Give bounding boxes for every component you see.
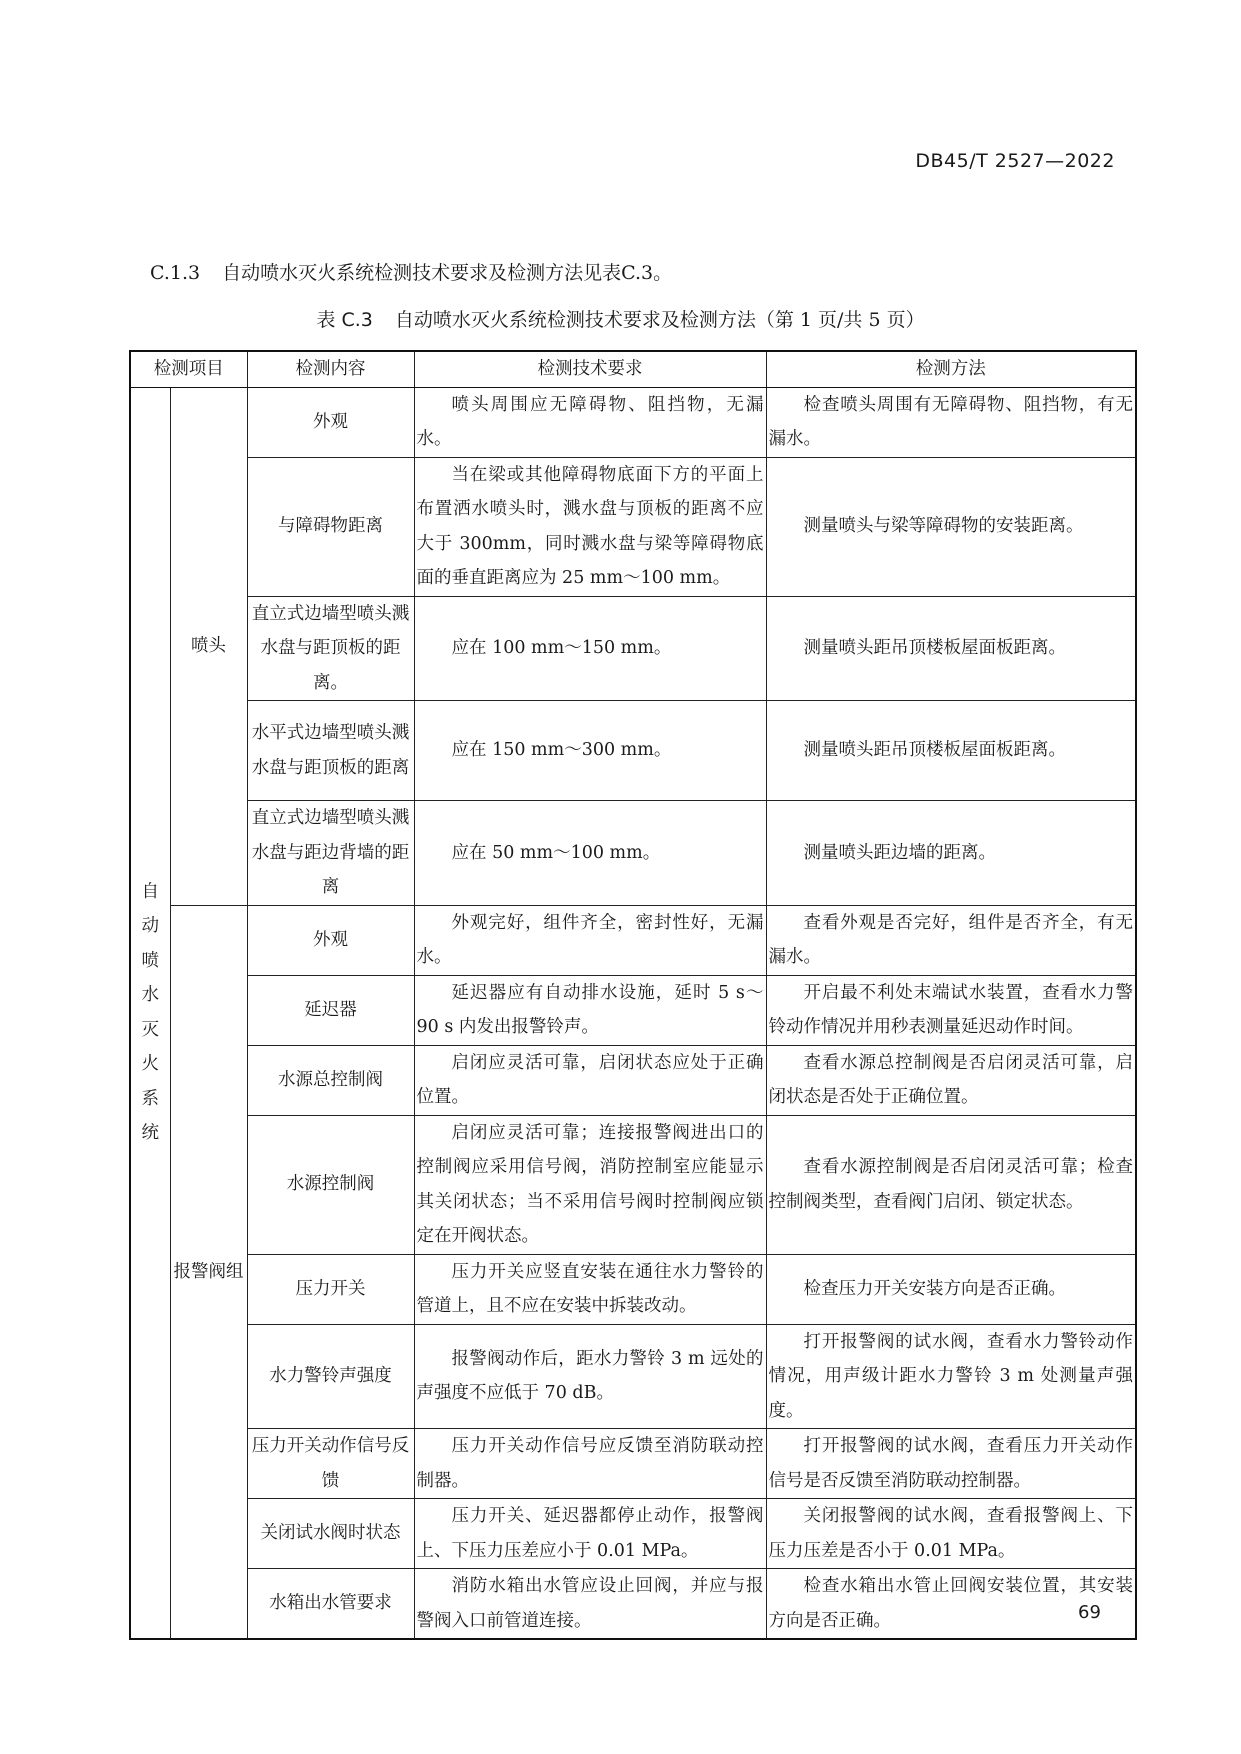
content-cell: 直立式边墙型喷头溅水盘与距边背墙的距离 (247, 801, 414, 906)
method-cell: 测量喷头与梁等障碍物的安装距离。 (766, 457, 1136, 596)
table-row (130, 387, 1136, 457)
table-row (130, 596, 1136, 701)
system-cell: 自动喷水灭火系统 (130, 387, 170, 1639)
table-row (130, 1254, 1136, 1324)
content-cell: 水源总控制阀 (247, 1045, 414, 1115)
method-cell: 打开报警阀的试水阀，查看压力开关动作信号是否反馈至消防联动控制器。 (766, 1429, 1136, 1499)
inspection-table (129, 350, 1137, 1640)
content-cell: 水力警铃声强度 (247, 1324, 414, 1429)
table-row (130, 1324, 1136, 1429)
content-cell: 外观 (247, 387, 414, 457)
requirement-cell: 喷头周围应无障碍物、阻挡物，无漏水。 (414, 387, 766, 457)
requirement-cell: 延迟器应有自动排水设施，延时 5 s～90 s 内发出报警铃声。 (414, 975, 766, 1045)
clause-number: C.1.3 (150, 262, 201, 284)
table-row (130, 1115, 1136, 1254)
page-number: 69 (1078, 1602, 1101, 1623)
method-cell: 检查压力开关安装方向是否正确。 (766, 1254, 1136, 1324)
content-cell: 关闭试水阀时状态 (247, 1499, 414, 1569)
content-cell: 与障碍物距离 (247, 457, 414, 596)
method-cell: 测量喷头距吊顶楼板屋面板距离。 (766, 701, 1136, 801)
requirement-cell: 消防水箱出水管应设止回阀，并应与报警阀入口前管道连接。 (414, 1569, 766, 1640)
content-cell: 压力开关动作信号反馈 (247, 1429, 414, 1499)
header-requirement: 检测技术要求 (414, 351, 766, 387)
standard-code: DB45/T 2527—2022 (915, 150, 1115, 172)
table-header-row (130, 351, 1136, 387)
content-cell: 延迟器 (247, 975, 414, 1045)
content-cell: 水箱出水管要求 (247, 1569, 414, 1640)
header-content: 检测内容 (247, 351, 414, 387)
table-row (130, 905, 1136, 975)
table-row (130, 1045, 1136, 1115)
requirement-cell: 报警阀动作后，距水力警铃 3 m 远处的声强度不应低于 70 dB。 (414, 1324, 766, 1429)
method-cell: 开启最不利处末端试水装置，查看水力警铃动作情况并用秒表测量延迟动作时间。 (766, 975, 1136, 1045)
content-cell: 外观 (247, 905, 414, 975)
method-cell: 查看水源总控制阀是否启闭灵活可靠，启闭状态是否处于正确位置。 (766, 1045, 1136, 1115)
table-label: 表 C.3 (316, 309, 373, 331)
clause-text: 自动喷水灭火系统检测技术要求及检测方法见表C.3。 (222, 262, 673, 284)
method-cell: 测量喷头距吊顶楼板屋面板距离。 (766, 596, 1136, 701)
table-row (130, 801, 1136, 906)
method-cell: 关闭报警阀的试水阀，查看报警阀上、下压力压差是否小于 0.01 MPa。 (766, 1499, 1136, 1569)
method-cell: 检查水箱出水管止回阀安装位置，其安装方向是否正确。 (766, 1569, 1136, 1640)
content-cell: 直立式边墙型喷头溅水盘与距顶板的距离。 (247, 596, 414, 701)
method-cell: 查看水源控制阀是否启闭灵活可靠；检查控制阀类型，查看阀门启闭、锁定状态。 (766, 1115, 1136, 1254)
method-cell: 检查喷头周围有无障碍物、阻挡物，有无漏水。 (766, 387, 1136, 457)
table-row (130, 1499, 1136, 1569)
requirement-cell: 压力开关动作信号应反馈至消防联动控制器。 (414, 1429, 766, 1499)
content-cell: 水平式边墙型喷头溅水盘与距顶板的距离 (247, 701, 414, 801)
table-row (130, 457, 1136, 596)
table-row (130, 701, 1136, 801)
group-cell-sprinkler: 喷头 (170, 387, 247, 905)
method-cell: 测量喷头距边墙的距离。 (766, 801, 1136, 906)
group-cell-alarm-valve: 报警阀组 (170, 905, 247, 1639)
method-cell: 查看外观是否完好，组件是否齐全，有无漏水。 (766, 905, 1136, 975)
header-method: 检测方法 (766, 351, 1136, 387)
table-row (130, 1429, 1136, 1499)
table-row (130, 1569, 1136, 1640)
clause-line (150, 258, 672, 285)
table-caption: 自动喷水灭火系统检测技术要求及检测方法（第 1 页/共 5 页） (394, 309, 925, 331)
requirement-cell: 当在梁或其他障碍物底面下方的平面上布置洒水喷头时，溅水盘与顶板的距离不应大于 300mm，同时溅水盘与梁等障碍物底面的垂直距离应为 25 mm～100 mm。 (414, 457, 766, 596)
requirement-cell: 应在 150 mm～300 mm。 (414, 701, 766, 801)
requirement-cell: 应在 50 mm～100 mm。 (414, 801, 766, 906)
table-title (0, 305, 1241, 332)
table-row (130, 975, 1136, 1045)
requirement-cell: 启闭应灵活可靠，启闭状态应处于正确位置。 (414, 1045, 766, 1115)
method-cell: 打开报警阀的试水阀，查看水力警铃动作情况，用声级计距水力警铃 3 m 处测量声强度。 (766, 1324, 1136, 1429)
requirement-cell: 压力开关应竖直安装在通往水力警铃的管道上，且不应在安装中拆装改动。 (414, 1254, 766, 1324)
requirement-cell: 压力开关、延迟器都停止动作，报警阀上、下压力压差应小于 0.01 MPa。 (414, 1499, 766, 1569)
content-cell: 水源控制阀 (247, 1115, 414, 1254)
requirement-cell: 启闭应灵活可靠；连接报警阀进出口的控制阀应采用信号阀，消防控制室应能显示其关闭状态；当不采用信号阀时控制阀应锁定在开阀状态。 (414, 1115, 766, 1254)
content-cell: 压力开关 (247, 1254, 414, 1324)
requirement-cell: 外观完好，组件齐全，密封性好，无漏水。 (414, 905, 766, 975)
requirement-cell: 应在 100 mm～150 mm。 (414, 596, 766, 701)
header-item: 检测项目 (130, 351, 247, 387)
